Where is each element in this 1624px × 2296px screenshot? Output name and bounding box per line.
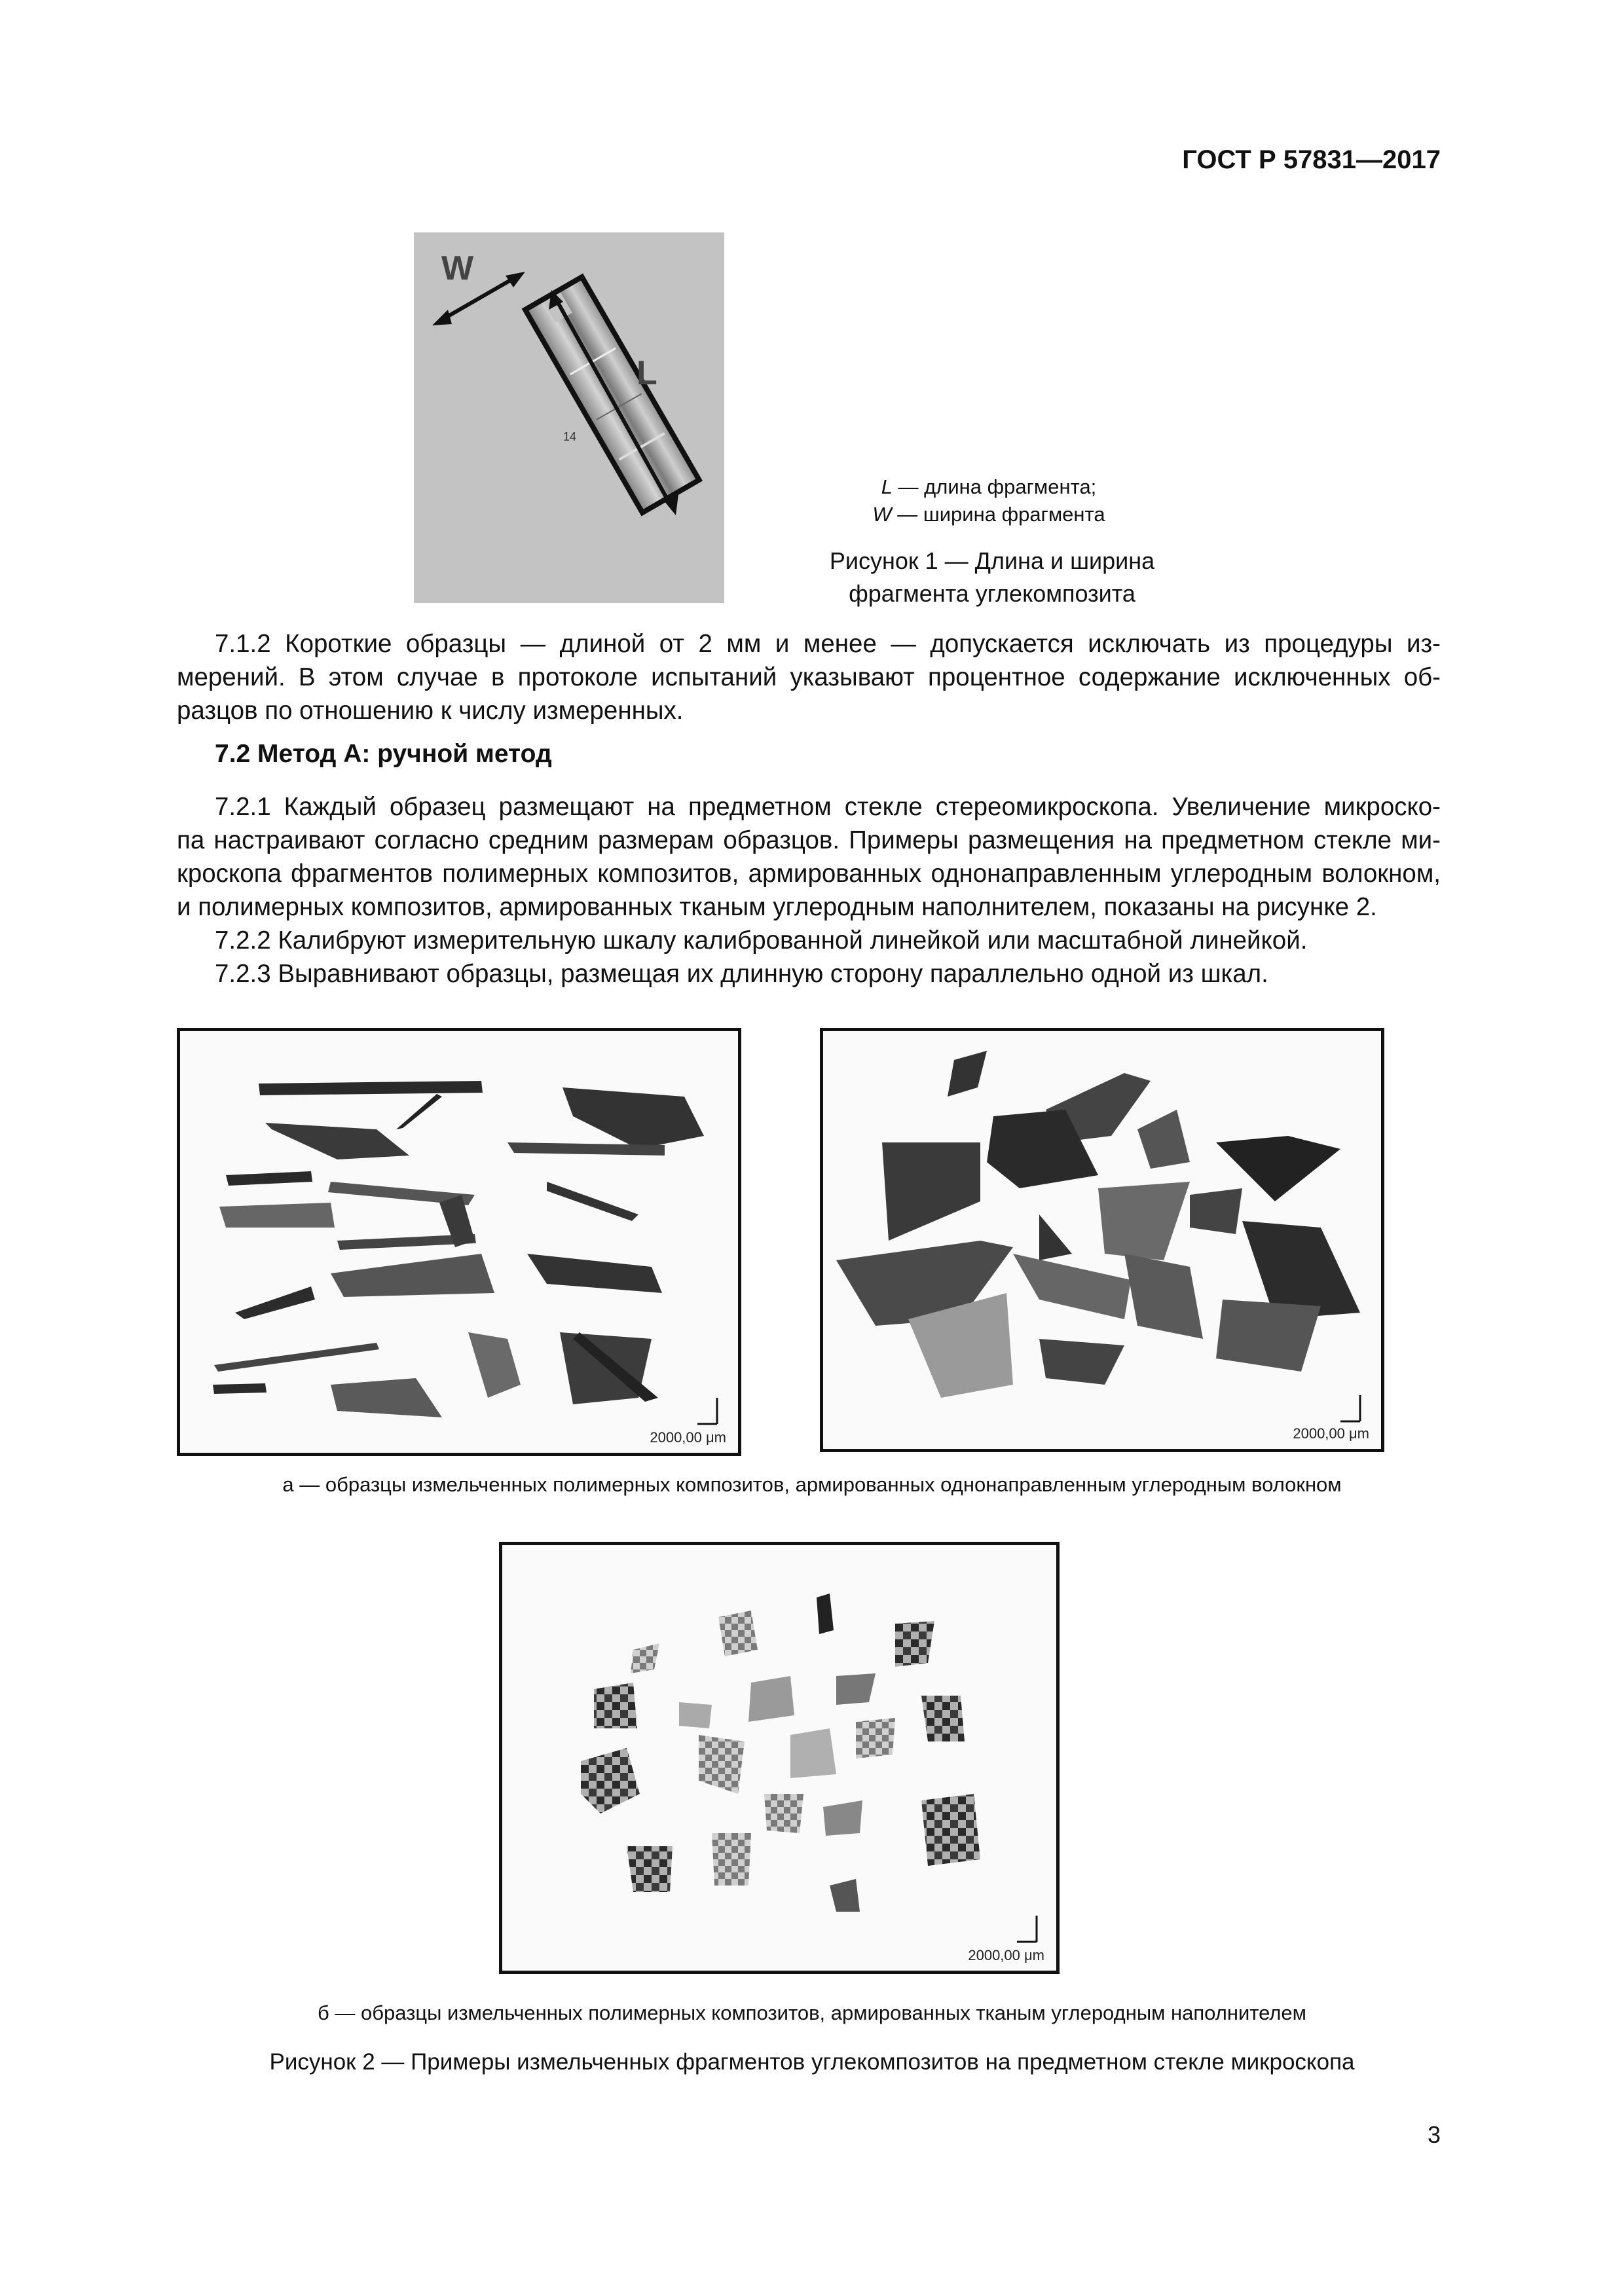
scale-label: 2000,00 μm xyxy=(1293,1425,1369,1442)
scale-bar-icon xyxy=(1340,1395,1360,1421)
paragraph-7-2-2: 7.2.2 Калибруют измерительную шкалу калиброванной линейкой или масштабной линейкой. xyxy=(215,926,1308,955)
scale-label: 2000,00 μm xyxy=(650,1429,726,1446)
figure2-caption: Рисунок 2 — Примеры измельченных фрагментов углекомпозитов на предметном стекле микроскопа xyxy=(269,2049,1355,2075)
w-label: W xyxy=(441,249,474,287)
fragments-shards xyxy=(823,1031,1381,1449)
fragments-woven xyxy=(502,1545,1056,1971)
fragments-strips xyxy=(180,1031,738,1453)
legend-item-width: W — ширина фрагмента xyxy=(872,503,1105,526)
page-number: 3 xyxy=(1427,2121,1441,2148)
section-heading: 7.2 Метод А: ручной метод xyxy=(215,740,552,768)
figure1-caption: Рисунок 1 — Длина и ширина фрагмента углекомпозита xyxy=(829,547,1155,607)
scale-bar-icon xyxy=(1017,1916,1037,1942)
l-label: L xyxy=(637,354,657,392)
legend-item-length: L — длина фрагмента; xyxy=(881,475,1097,498)
micrograph-unidirectional-right xyxy=(820,1028,1384,1452)
figure1-legend xyxy=(786,473,1192,528)
sample-number: 14 xyxy=(563,430,577,443)
figure2b-caption: б — образцы измельченных полимерных композитов, армированных тканым углеродным наполнителем xyxy=(318,2001,1306,2024)
micrograph-unidirectional-left xyxy=(177,1028,741,1456)
micrograph-woven xyxy=(499,1542,1060,1974)
paragraph-7-1-2: 7.1.2 Короткие образцы — длиной от 2 мм и менее — допускается исключать из процедуры из- мерений. В этом случае в протоколе испытаний указывают процентное содержание исключенных об- разцов по отношению к числу измеренных. xyxy=(177,630,1441,725)
figure1-illustration xyxy=(414,232,724,603)
paragraph-7-2-3: 7.2.3 Выравнивают образцы, размещая их длинную сторону параллельно одной из шкал. xyxy=(215,960,1268,988)
figure1-photo xyxy=(414,232,724,603)
document-code: ГОСТ Р 57831—2017 xyxy=(1182,145,1441,174)
figure2a-caption: а — образцы измельченных полимерных композитов, армированных однонаправленным углеродным волокном xyxy=(282,1473,1342,1496)
l-arrow xyxy=(549,290,678,515)
scale-label: 2000,00 μm xyxy=(968,1947,1044,1963)
scale-bar-icon xyxy=(697,1398,717,1424)
paragraph-7-2-1: 7.2.1 Каждый образец размещают на предметном стекле стереомикроскопа. Увеличение микроско- па настраивают согласно средним размерам образцов. Примеры размещения на предметном стекле ми- кроскопа фрагментов полимерных композитов, армированных однонаправленным углеродным волокном, и полимерных композитов, армированных тканым углеродным наполнителем, показаны на рисунке 2. 7.2.2 Калибруют измерительную шкалу калиброванной линейкой или масштабной линейкой. 7.2.3 Выравнивают образцы, размещая их длинную сторону параллельно одной из шкал. xyxy=(177,790,1441,991)
